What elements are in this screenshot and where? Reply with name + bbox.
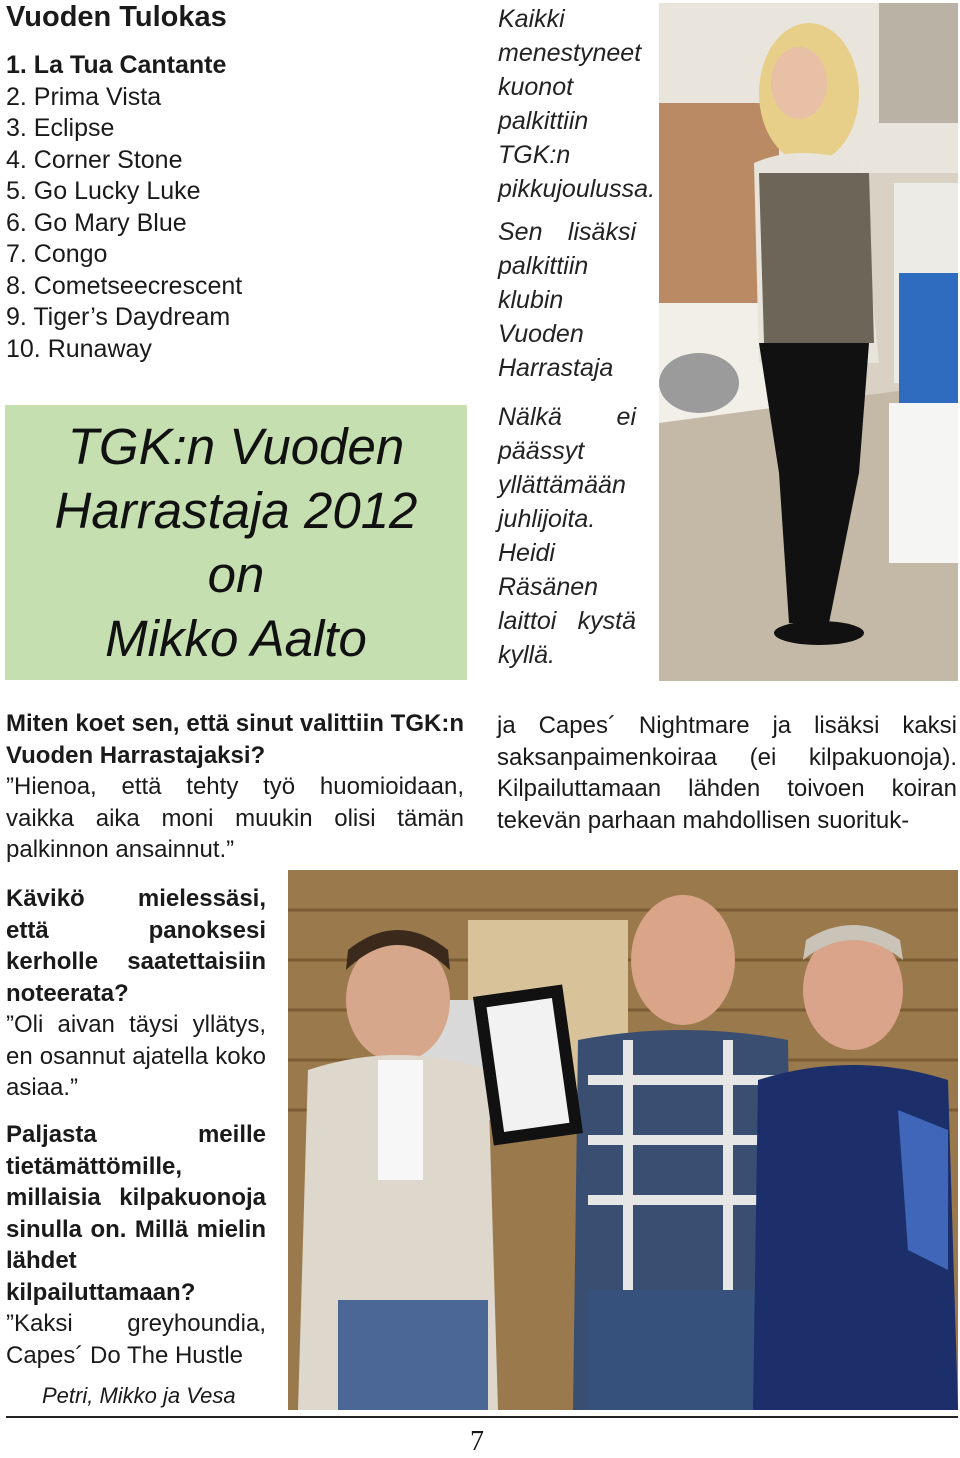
ranking-item: 9. Tiger’s Daydream xyxy=(6,303,231,331)
headline-line: Mikko Aalto xyxy=(105,609,367,667)
answer-1: ”Hienoa, että tehty työ huomioidaan, vaikka aika moni muukin olisi tämän palkinnon ansainnut.” xyxy=(6,773,464,863)
ranking-item: 3. Eclipse xyxy=(6,114,115,142)
ranking-item: 4. Corner Stone xyxy=(6,145,183,174)
headline-line: on xyxy=(207,545,265,603)
kitchen-photo-icon xyxy=(659,3,958,681)
question-2: Kävikö mielessäsi, että panoksesi kerholle saatettaisiin noteerata? xyxy=(6,885,266,1007)
headline-line: TGK:n Vuoden xyxy=(67,417,405,475)
ranking-item: 1. La Tua Cantante xyxy=(6,51,227,79)
interview-block-1 xyxy=(6,708,464,866)
interview-block-2 xyxy=(6,883,266,1104)
photo-caption-hobbyist: Sen lisäksi palkittiin klubin Vuoden Harrastaja xyxy=(498,218,636,382)
ranking-title: Vuoden Tulokas xyxy=(6,1,227,33)
photo-caption-kitchen: Nälkä ei päässyt yllättämään juhlijoita. Heidi Räsänen laittoi kystä kyllä. xyxy=(498,403,636,669)
interview-block-3 xyxy=(6,1119,266,1371)
question-1: Miten koet sen, että sinut valittiin TGK:n Vuoden Harrastajaksi? xyxy=(6,710,464,769)
award-group-photo xyxy=(288,870,958,1410)
ranking-item: 2. Prima Vista xyxy=(6,82,162,111)
question-3: Paljasta meille tietämättömille, millaisia kilpakuonoja sinulla on. Millä mielin lähdet kilpailuttamaan? xyxy=(6,1121,266,1306)
ranking-item: 6. Go Mary Blue xyxy=(6,208,187,237)
answer-2: ”Oli aivan täysi yllätys, en osannut ajatella koko asiaa.” xyxy=(6,1011,266,1101)
ranking-item: 5. Go Lucky Luke xyxy=(6,177,201,205)
headline-line: Harrastaja 2012 xyxy=(54,481,418,539)
ranking-list xyxy=(6,50,242,365)
ranking-item: 7. Congo xyxy=(6,240,108,268)
kitchen-photo xyxy=(659,3,958,681)
interview-continued: ja Capes´ Nightmare ja lisäksi kaksi saksanpaimenkoiraa (ei kilpakuonoja). Kilpailuttamaan lähden toivoen koiran tekevän parhaan mahdollisen suorituk- xyxy=(497,712,957,834)
bottom-divider xyxy=(6,1416,958,1418)
photo-caption-names: Petri, Mikko ja Vesa xyxy=(42,1383,236,1408)
photo-caption-awards: Kaikki menestyneet kuonot palkittiin TGK:n pikkujoulussa. xyxy=(498,5,656,203)
headline-box xyxy=(5,405,467,680)
page-number: 7 xyxy=(470,1426,484,1457)
answer-3: ”Kaksi greyhoundia, Capes´ Do The Hustle xyxy=(6,1310,266,1369)
ranking-item: 10. Runaway xyxy=(6,334,152,363)
award-group-photo-icon xyxy=(288,870,958,1410)
ranking-item: 8. Cometseecrescent xyxy=(6,271,243,300)
